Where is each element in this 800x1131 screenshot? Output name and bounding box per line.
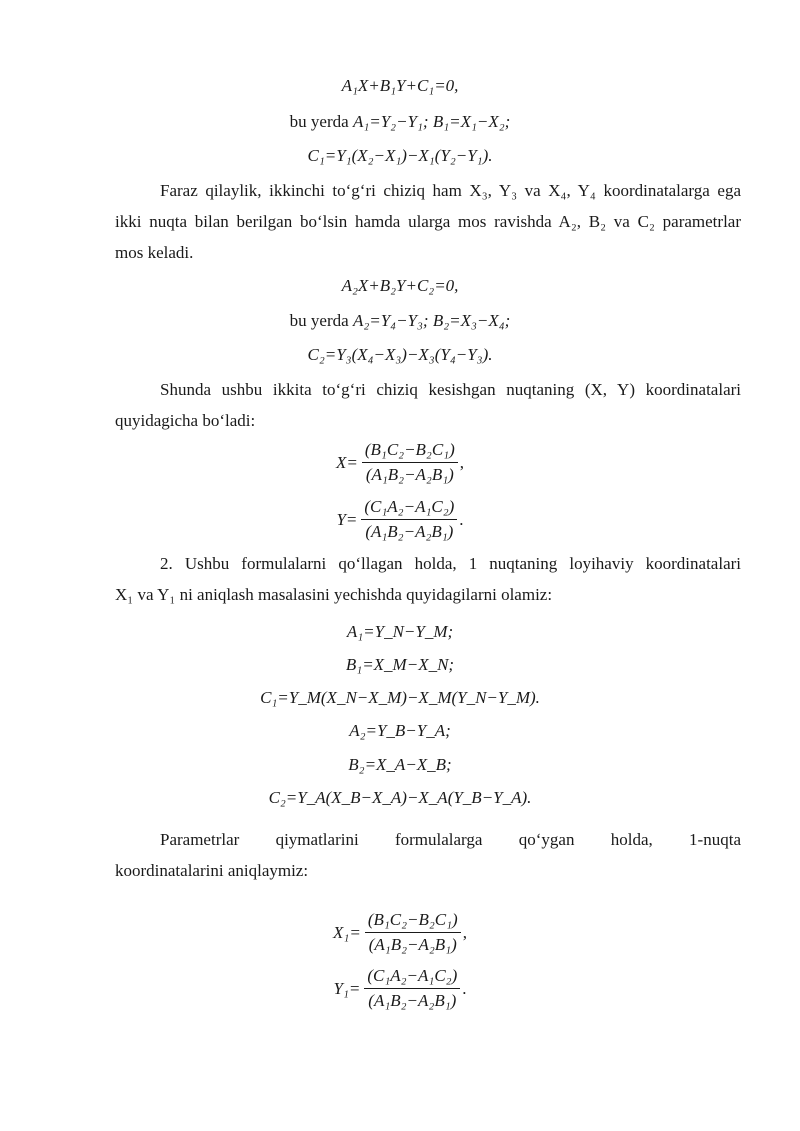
fraction-numerator: (B₁C₂−B₂C₁) — [365, 910, 461, 933]
bu-yerda-label: bu yerda — [289, 311, 349, 330]
line-equation-2: A₂X+B₂Y+C₂=0, — [341, 276, 459, 295]
formula-x — [0, 440, 800, 485]
formula-punctuation: , — [459, 452, 464, 472]
formula-punctuation: , — [462, 922, 467, 942]
fraction-denominator: (A₁B₂−A₂B₁) — [368, 991, 457, 1010]
paragraph-line: koordinatalarini aniqlaymiz: — [115, 861, 309, 880]
param-b2: B₂=X_A−X_B; — [348, 755, 452, 774]
formula-x1 — [0, 910, 800, 955]
fraction — [361, 497, 457, 542]
param-c2: C₂=Y_A(X_B−X_A)−X_A(Y_B−Y_A). — [268, 788, 532, 807]
paragraph-line: quyidagicha bo‘ladi: — [115, 411, 256, 430]
equation-2-c-coefficient: C₂=Y₃(X₄−X₃)−X₃(Y₄−Y₃). — [307, 345, 493, 364]
equation-1-c-coefficient: C₁=Y₁(X₂−X₁)−X₁(Y₂−Y₁). — [307, 146, 493, 165]
formula-punctuation: . — [462, 978, 467, 998]
line-equation-1: A₁X+B₁Y+C₁=0, — [341, 76, 459, 95]
param-a2: A₂=Y_B−Y_A; — [349, 721, 451, 740]
equation-2-coefficients: A₂=Y₄−Y₃; B₂=X₃−X₄; — [352, 311, 511, 330]
formula-punctuation: . — [459, 509, 464, 529]
fraction-denominator: (A₁B₂−A₂B₁) — [368, 935, 457, 954]
paragraph-parameters — [115, 824, 741, 886]
fraction — [364, 966, 460, 1011]
formula-lhs: X= — [336, 452, 358, 472]
equation-2-definitions — [0, 311, 800, 331]
formula-lhs: Y= — [336, 509, 358, 529]
paragraph-line: ikki nuqta bilan berilgan bo‘lsin hamda ularga mos ravishda A₂, B₂ va C₂ parametrlar — [115, 212, 741, 231]
formula-lhs: Y₁= — [333, 978, 361, 998]
param-a1: A₁=Y_N−Y_M; — [346, 622, 454, 641]
equation-1-definitions — [0, 112, 800, 132]
formula-lhs: X₁= — [333, 922, 361, 942]
fraction-denominator: (A₁B₂−A₂B₁) — [365, 522, 454, 541]
fraction-numerator: (C₁A₂−A₁C₂) — [364, 966, 460, 989]
fraction — [365, 910, 461, 955]
paragraph-intersection — [115, 374, 741, 436]
fraction-denominator: (A₁B₂−A₂B₁) — [365, 465, 454, 484]
paragraph-point-one — [115, 548, 741, 610]
paragraph-line: Faraz qilaylik, ikkinchi to‘g‘ri chiziq ham X₃, Y₃ va X₄, Y₄ koordinatalarga ega — [160, 181, 741, 200]
equation-1-coefficients: A₁=Y₂−Y₁; B₁=X₁−X₂; — [352, 112, 511, 131]
fraction-numerator: (B₁C₂−B₂C₁) — [362, 440, 458, 463]
fraction — [362, 440, 458, 485]
bu-yerda-label: bu yerda — [289, 112, 349, 131]
param-c1: C₁=Y_M(X_N−X_M)−X_M(Y_N−Y_M). — [260, 688, 540, 707]
paragraph-line: 2. Ushbu formulalarni qo‘llagan holda, 1 nuqtaning loyihaviy koordinatalari — [160, 554, 741, 573]
paragraph-line: mos keladi. — [115, 243, 194, 262]
paragraph-line: Parametrlar qiymatlarini formulalarga qo‘ygan holda, 1-nuqta — [160, 830, 741, 849]
fraction-numerator: (C₁A₂−A₁C₂) — [361, 497, 457, 520]
formula-y — [0, 497, 800, 542]
param-b1: B₁=X_M−X_N; — [345, 655, 455, 674]
paragraph-line: Shunda ushbu ikkita to‘g‘ri chiziq kesishgan nuqtaning (X, Y) koordinatalari — [160, 380, 741, 399]
paragraph-second-line — [115, 175, 741, 268]
formula-y1 — [0, 966, 800, 1011]
paragraph-line: X₁ va Y₁ ni aniqlash masalasini yechishda quyidagilarni olamiz: — [115, 585, 553, 604]
